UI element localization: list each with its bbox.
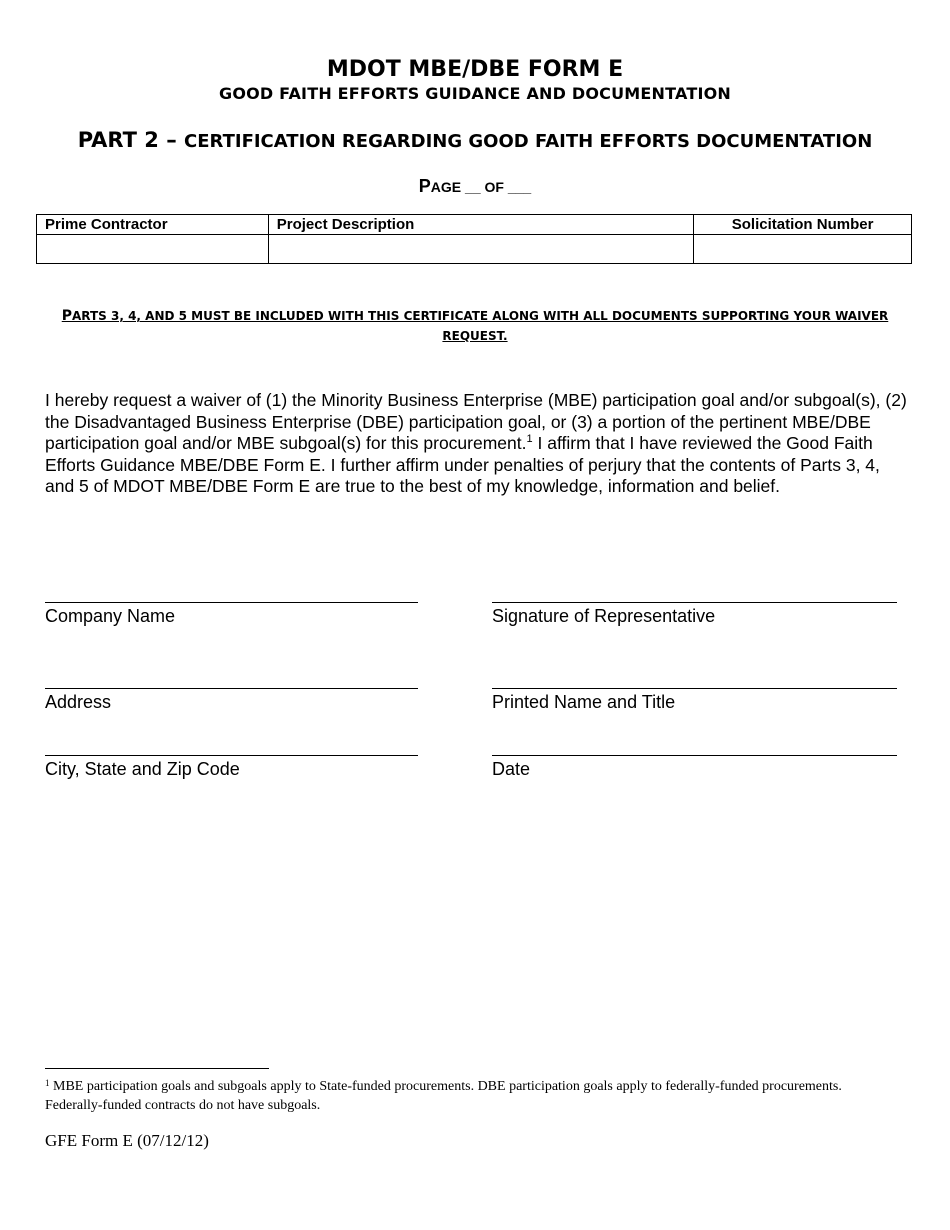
date-line[interactable] xyxy=(492,755,897,756)
page-number-line xyxy=(0,176,950,197)
address-line[interactable] xyxy=(45,688,418,689)
part-heading-text: CERTIFICATION REGARDING GOOD FAITH EFFORTS DOCUMENTATION xyxy=(184,131,873,152)
table-header-row xyxy=(37,215,912,235)
solicitation-number-cell[interactable] xyxy=(694,235,912,264)
notice-lead: P xyxy=(61,308,72,324)
project-description-cell[interactable] xyxy=(268,235,693,264)
company-name-line[interactable] xyxy=(45,602,418,603)
notice-text: ARTS 3, 4, AND 5 MUST BE INCLUDED WITH THIS CERTIFICATE ALONG WITH ALL DOCUMENTS SUPPORTING YOUR WAIVER REQUEST. xyxy=(72,309,889,343)
page-blank-total: ___ xyxy=(507,179,532,195)
form-subtitle: GOOD FAITH EFFORTS GUIDANCE AND DOCUMENTATION xyxy=(218,84,732,103)
waiver-request-paragraph xyxy=(45,390,910,498)
prime-contractor-cell[interactable] xyxy=(37,235,269,264)
table-row xyxy=(37,235,912,264)
part-heading xyxy=(0,128,950,152)
footnote-reference[interactable]: 1 xyxy=(526,433,533,446)
printed-name-line[interactable] xyxy=(492,688,897,689)
form-title: MDOT MBE/DBE FORM E xyxy=(326,57,624,82)
printed-name-label: Printed Name and Title xyxy=(492,692,676,712)
page-cap: P xyxy=(418,176,431,196)
page-word: AGE xyxy=(430,179,462,195)
page-of: OF xyxy=(484,179,504,195)
company-name-label: Company Name xyxy=(45,606,176,626)
prime-contractor-header: Prime Contractor xyxy=(37,215,269,235)
project-description-header: Project Description xyxy=(268,215,693,235)
contract-info-table xyxy=(36,214,912,264)
parts-required-notice xyxy=(60,306,890,346)
footnote-number: 1 xyxy=(45,1078,50,1088)
date-label: Date xyxy=(492,759,531,779)
city-state-zip-label: City, State and Zip Code xyxy=(45,759,240,779)
footnote-text: MBE participation goals and subgoals apply to State-funded procurements. DBE participation goals apply to federally-funded procurements. Federally-funded contracts do not have subgoals. xyxy=(45,1079,842,1113)
footnote xyxy=(45,1077,885,1115)
waiver-text-part1: I hereby request a waiver of (1) the Minority Business Enterprise (MBE) participation goal and/or subgoal(s), (2) the Disadvantaged Business Enterprise (DBE) participation goal, or (3) a portion of the pertinent MBE/DBE participation goal and/or MBE subgoal(s) for this procurement. xyxy=(45,390,907,453)
page-blank-current: __ xyxy=(465,179,481,195)
solicitation-number-header: Solicitation Number xyxy=(694,215,912,235)
part-heading-lead: P xyxy=(77,128,92,152)
part-heading-number: ART 2 – xyxy=(91,128,185,152)
footnote-divider xyxy=(45,1068,269,1069)
waiver-text-part2: I affirm that I have reviewed the Good Faith Efforts Guidance MBE/DBE Form E. I further affirm under penalties of perjury that the contents of Parts 3, 4, and 5 of MDOT MBE/DBE Form E are true to the best of my knowledge, information and belief. xyxy=(45,433,880,496)
city-state-zip-line[interactable] xyxy=(45,755,418,756)
form-identifier: GFE Form E (07/12/12) xyxy=(45,1131,209,1150)
address-label: Address xyxy=(45,692,112,712)
signature-line[interactable] xyxy=(492,602,897,603)
signature-label: Signature of Representative xyxy=(492,606,716,626)
